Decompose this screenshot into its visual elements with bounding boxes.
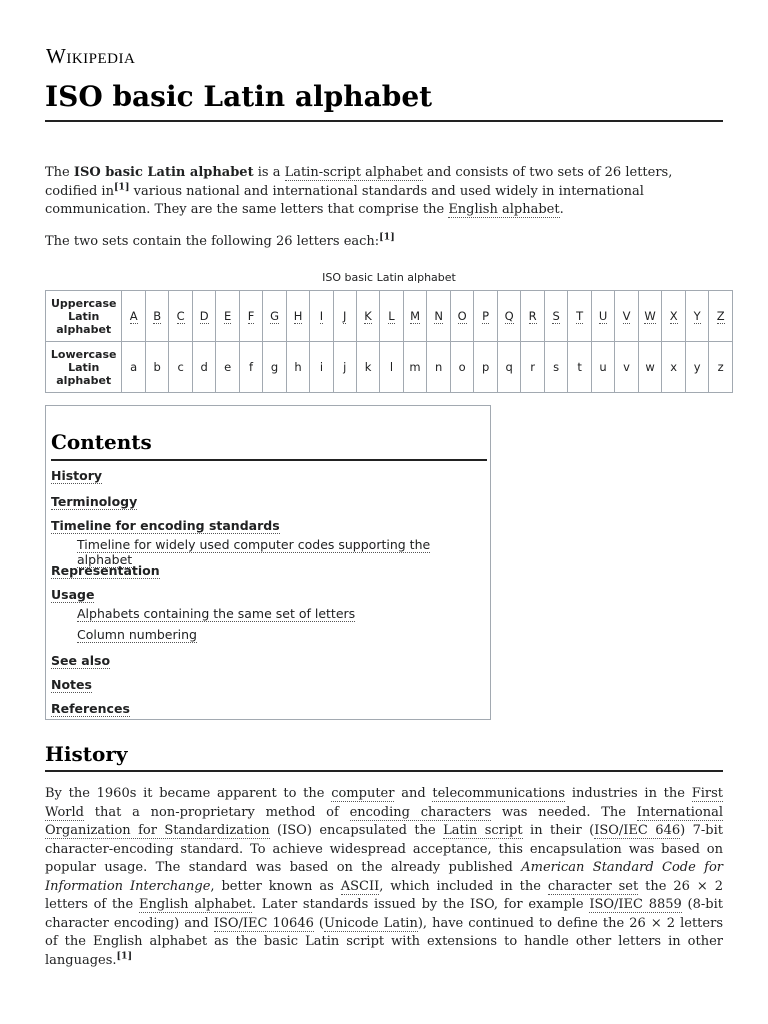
toc-link[interactable]: Usage (51, 587, 95, 602)
lowercase-row (46, 342, 733, 393)
uppercase-letter-link[interactable]: R (528, 309, 537, 323)
toc-item (51, 627, 197, 642)
toc-link[interactable]: Alphabets containing the same set of letters (77, 606, 356, 621)
history-text: ( (313, 915, 325, 931)
lowercase-letter-cell: y (685, 342, 708, 393)
toc-divider (51, 459, 487, 461)
history-text: ) 7-bit character-encoding standard. To achieve widespread acceptance, this encapsulation was based on popular usage. The standard was based on the already published (45, 823, 724, 875)
uppercase-letter-cell (169, 291, 192, 342)
uppercase-letter-cell (638, 291, 662, 342)
toc-link[interactable]: Representation (51, 563, 160, 578)
table-of-contents (45, 405, 491, 720)
history-text: was needed. The (491, 804, 637, 820)
uppercase-letter-link[interactable]: Z (716, 309, 725, 323)
history-text: (8-bit character encoding) and (45, 897, 723, 931)
intro-text: various national and international standards and used widely in international communication. They are the same letters that comprise the (45, 183, 644, 217)
toc-item (51, 677, 92, 692)
uppercase-letter-link[interactable]: O (457, 309, 467, 323)
uppercase-letter-link[interactable]: B (153, 309, 162, 323)
alphabet-table (45, 290, 733, 393)
lowercase-letter-cell: r (521, 342, 544, 393)
uppercase-letter-link[interactable]: P (482, 309, 490, 323)
uppercase-letter-link[interactable]: T (576, 309, 584, 323)
link-iso-iec-8859[interactable]: ISO/IEC 8859 (589, 897, 682, 912)
uppercase-letter-cell (521, 291, 544, 342)
lowercase-letter-cell: h (286, 342, 310, 393)
uppercase-letter-cell (427, 291, 451, 342)
uppercase-letter-link[interactable]: Y (693, 309, 701, 323)
uppercase-letter-link[interactable]: Q (504, 309, 514, 323)
intro-paragraph-2 (45, 233, 723, 252)
uppercase-letter-link[interactable]: V (622, 309, 631, 323)
lowercase-letter-cell: n (427, 342, 451, 393)
lowercase-letter-cell: a (122, 342, 145, 393)
section-heading-history: History (45, 742, 128, 766)
toc-link[interactable]: Column numbering (77, 627, 197, 642)
uppercase-header: Uppercase Latin alphabet (46, 291, 122, 342)
link-english-alphabet[interactable]: English alphabet (448, 202, 560, 217)
toc-item (51, 468, 102, 483)
lowercase-letter-cell: w (638, 342, 662, 393)
lowercase-letter-cell: e (216, 342, 239, 393)
toc-link[interactable]: Timeline for encoding standards (51, 518, 280, 533)
toc-item (51, 606, 355, 621)
uppercase-letter-link[interactable]: N (434, 309, 443, 323)
uppercase-letter-cell (192, 291, 216, 342)
uppercase-letter-cell (310, 291, 333, 342)
uppercase-letter-link[interactable]: U (598, 309, 608, 323)
uppercase-letter-link[interactable]: E (224, 309, 232, 323)
lowercase-letter-cell: z (709, 342, 733, 393)
lowercase-letter-cell: s (544, 342, 567, 393)
uppercase-letter-cell (145, 291, 168, 342)
toc-item (51, 563, 160, 578)
table-caption: ISO basic Latin alphabet (322, 271, 456, 284)
uppercase-letter-cell (286, 291, 310, 342)
uppercase-letter-link[interactable]: I (319, 309, 324, 323)
uppercase-letter-link[interactable]: W (644, 309, 656, 323)
uppercase-letter-link[interactable]: A (129, 309, 138, 323)
ascii-full-name: American Standard Code for Information Interchange (45, 860, 724, 894)
uppercase-letter-cell (122, 291, 145, 342)
uppercase-letter-link[interactable]: H (293, 309, 303, 323)
lowercase-letter-cell: m (403, 342, 427, 393)
uppercase-letter-cell (544, 291, 567, 342)
link-character-set[interactable]: character set (547, 878, 639, 894)
uppercase-letter-cell (239, 291, 262, 342)
citation-ref[interactable]: [1] (116, 950, 133, 962)
lowercase-letter-cell: p (474, 342, 497, 393)
uppercase-letter-cell (685, 291, 708, 342)
intro-text: . (559, 202, 564, 217)
history-text: the 26 × 2 letters of the (45, 878, 723, 912)
lowercase-letter-cell: c (169, 342, 192, 393)
uppercase-letter-link[interactable]: M (410, 309, 420, 323)
link-unicode-latin[interactable]: Unicode Latin (324, 915, 418, 931)
intro-text: The (45, 165, 74, 180)
link-iso-iec-646[interactable]: ISO/IEC 646 (594, 823, 681, 838)
link-english-alphabet-2[interactable]: English alphabet (138, 897, 252, 912)
lowercase-letter-cell: q (497, 342, 521, 393)
lowercase-letter-cell: b (145, 342, 168, 393)
intro-text: is a (253, 165, 285, 180)
uppercase-letter-link[interactable]: D (199, 309, 209, 323)
link-latin-script[interactable]: Latin script (443, 823, 523, 838)
uppercase-letter-link[interactable]: X (669, 309, 678, 323)
intro-paragraph (45, 164, 723, 220)
uppercase-letter-cell (216, 291, 239, 342)
history-text: , which included in the (379, 878, 548, 894)
title-divider (45, 120, 723, 122)
toc-item (51, 518, 280, 533)
uppercase-letter-link[interactable]: C (176, 309, 185, 323)
uppercase-letter-link[interactable]: L (388, 309, 395, 323)
uppercase-letter-cell (474, 291, 497, 342)
uppercase-letter-link[interactable]: F (247, 309, 255, 323)
toc-item (51, 494, 137, 509)
toc-item (51, 587, 94, 602)
toc-link[interactable]: Notes (51, 677, 92, 692)
link-first-world[interactable]: First World (45, 786, 723, 820)
lowercase-letter-cell: x (662, 342, 685, 393)
lowercase-letter-cell: k (356, 342, 379, 393)
uppercase-letter-link[interactable]: K (364, 309, 372, 323)
uppercase-letter-cell (662, 291, 685, 342)
link-latin-script-alphabet[interactable]: Latin-script alphabet (284, 165, 423, 180)
link-ascii[interactable]: ASCII (340, 878, 380, 894)
uppercase-letter-cell (333, 291, 356, 342)
uppercase-row (46, 291, 733, 342)
history-text: and (394, 786, 433, 801)
uppercase-letter-cell (568, 291, 591, 342)
uppercase-letter-cell (615, 291, 638, 342)
page-title: ISO basic Latin alphabet (45, 80, 433, 113)
lowercase-letter-cell: f (239, 342, 262, 393)
link-computer[interactable]: computer (331, 786, 395, 801)
uppercase-letter-cell (380, 291, 403, 342)
uppercase-letter-cell (591, 291, 615, 342)
toc-link[interactable]: See also (51, 653, 111, 668)
intro-text: and consists of two sets of 26 letters, codified in (45, 165, 673, 199)
uppercase-letter-cell (356, 291, 379, 342)
uppercase-letter-cell (450, 291, 474, 342)
toc-link[interactable]: History (51, 468, 103, 483)
link-telecommunications[interactable]: telecommunications (432, 786, 566, 801)
lowercase-letter-cell: v (615, 342, 638, 393)
toc-item (51, 653, 110, 668)
toc-link[interactable]: References (51, 701, 130, 716)
history-text: industries in the (565, 786, 692, 801)
lowercase-letter-cell: o (450, 342, 474, 393)
uppercase-letter-cell (263, 291, 287, 342)
uppercase-letter-link[interactable]: G (270, 309, 279, 323)
toc-link[interactable]: Timeline for widely used computer codes supporting the alphabet (77, 537, 431, 567)
intro-bold-term: ISO basic Latin alphabet (73, 165, 254, 180)
toc-title: Contents (51, 430, 152, 454)
lowercase-letter-cell: d (192, 342, 216, 393)
toc-link[interactable]: Terminology (51, 494, 138, 509)
uppercase-letter-cell (403, 291, 427, 342)
history-text: By the 1960s it became apparent to the (45, 786, 332, 801)
uppercase-letter-link[interactable]: S (552, 309, 560, 323)
lowercase-letter-cell: u (591, 342, 615, 393)
uppercase-letter-cell (709, 291, 733, 342)
history-text: (ISO) encapsulated the (269, 823, 444, 838)
lowercase-letter-cell: i (310, 342, 333, 393)
lowercase-letter-cell: g (263, 342, 287, 393)
lowercase-letter-cell: t (568, 342, 591, 393)
intro-text: The two sets contain the following 26 letters each: (45, 234, 380, 249)
history-text: , better known as (210, 878, 341, 894)
history-text: . Later standards issued by the ISO, for example (251, 897, 590, 912)
uppercase-letter-link[interactable]: J (343, 309, 347, 323)
citation-ref[interactable]: [1] (113, 181, 130, 193)
lowercase-letter-cell: j (333, 342, 356, 393)
uppercase-letter-cell (497, 291, 521, 342)
toc-item (51, 701, 130, 716)
wikipedia-wordmark[interactable]: Wikipedia (46, 44, 136, 68)
lowercase-header: Lowercase Latin alphabet (46, 342, 122, 393)
link-iso-iec-10646[interactable]: ISO/IEC 10646 (213, 915, 314, 931)
link-encoding-characters[interactable]: encoding characters (349, 804, 492, 820)
history-text: that a non-proprietary method of (84, 804, 350, 820)
section-divider (45, 770, 723, 772)
citation-ref[interactable]: [1] (379, 231, 395, 243)
history-text: ), have continued to define the 26 × 2 letters of the English alphabet as the basic Latin script with extensions to handle other letters in other languages. (45, 915, 723, 968)
link-iso[interactable]: International Organization for Standardization (45, 804, 723, 838)
history-text: in their ( (522, 823, 595, 838)
lowercase-letter-cell: l (380, 342, 403, 393)
history-paragraph (45, 785, 723, 970)
